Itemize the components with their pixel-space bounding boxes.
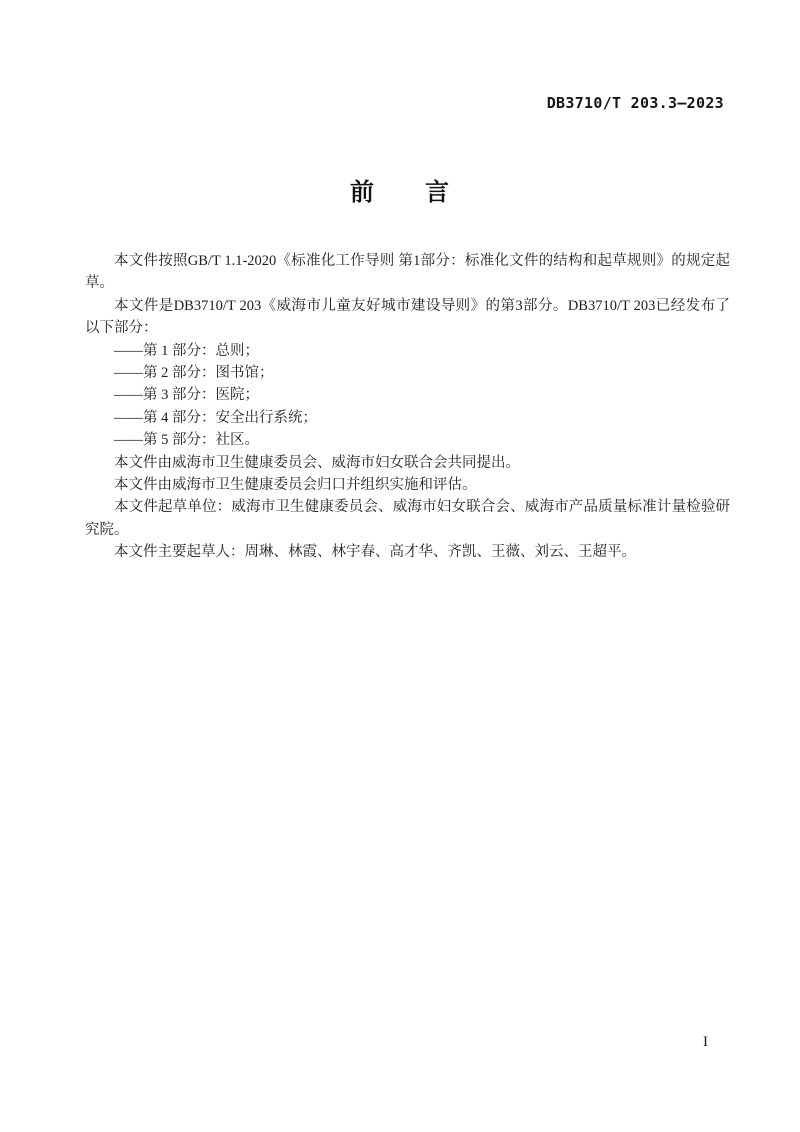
paragraph-administered-by: 本文件由威海市卫生健康委员会归口并组织实施和评估。 <box>114 477 477 494</box>
list-item-part-3: ——第 3 部分：医院； <box>114 387 259 404</box>
standard-number: DB3710/T 203.3—2023 <box>546 94 724 112</box>
page-number: I <box>703 1034 708 1050</box>
foreword-body <box>85 250 730 564</box>
paragraph-proposed-by: 本文件由威海市卫生健康委员会、威海市妇女联合会共同提出。 <box>114 454 520 471</box>
paragraph-drafting-organizations: 本文件起草单位：威海市卫生健康委员会、威海市妇女联合会、威海市产品质量标准计量检验研究院。 <box>85 499 730 538</box>
page-title: 前 言 <box>350 179 450 206</box>
list-item-part-5: ——第 5 部分：社区。 <box>114 432 259 449</box>
paragraph-series-intro: 本文件是DB3710/T 203《威海市儿童友好城市建设导则》的第3部分。DB3710/T 203已经发布了以下部分： <box>85 297 730 337</box>
paragraph-main-drafters: 本文件主要起草人：周琳、林霞、林宇春、高才华、齐凯、王薇、刘云、王超平。 <box>114 544 636 561</box>
paragraph-scope: 本文件按照GB/T 1.1-2020《标准化工作导则 第1部分：标准化文件的结构和起草规则》的规定起草。 <box>85 253 730 292</box>
list-item-part-4: ——第 4 部分：安全出行系统； <box>114 409 317 426</box>
list-item-part-2: ——第 2 部分：图书馆； <box>114 365 274 382</box>
list-item-part-1: ——第 1 部分：总则； <box>114 342 259 359</box>
